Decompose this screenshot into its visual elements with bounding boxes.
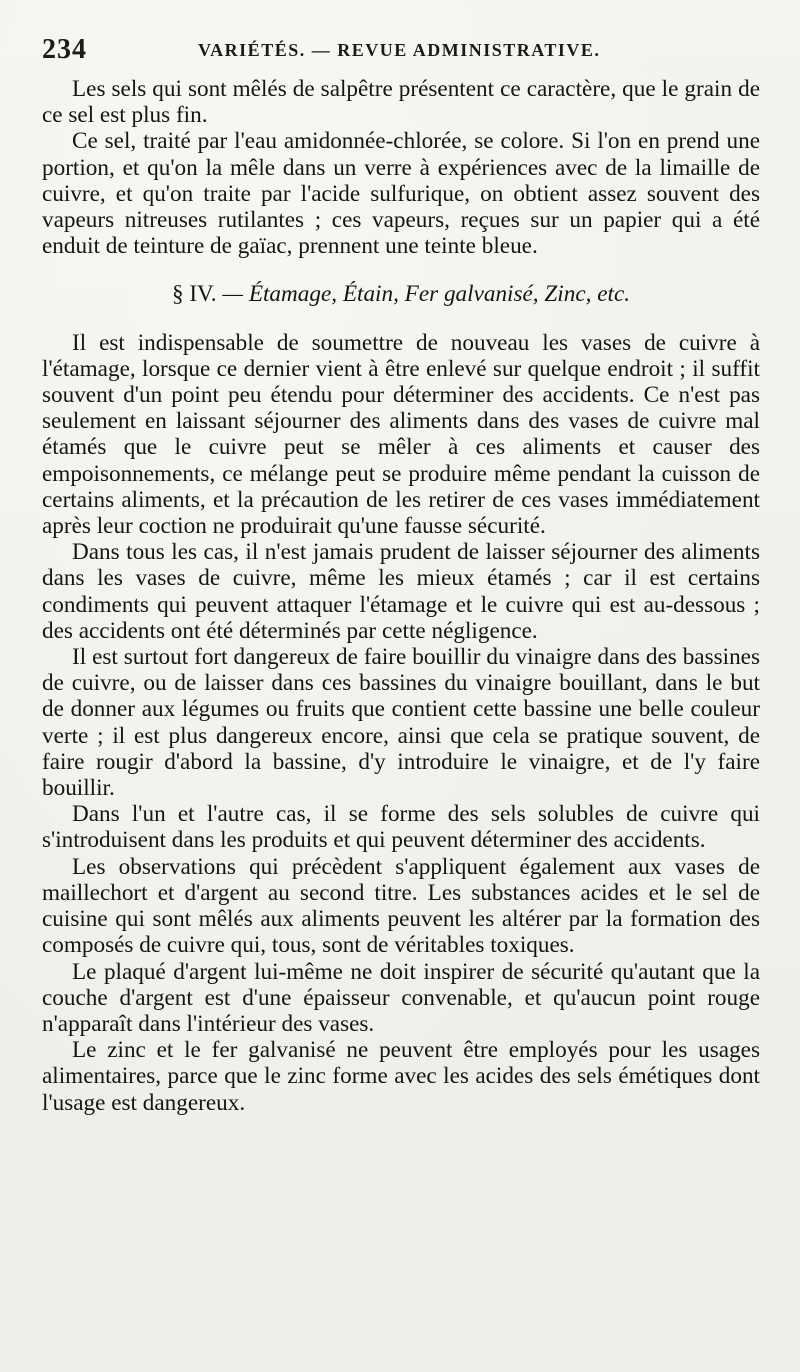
paragraph: Le zinc et le fer galvanisé ne peuvent être employés pour les usages alimentaires, parce que le zinc forme avec les acides des sels émétiques dont l'usage est dangereux.: [42, 1037, 760, 1116]
paragraph: Dans l'un et l'autre cas, il se forme des sels solubles de cuivre qui s'introduisent dans les produits et qui peuvent déterminer des accidents.: [42, 801, 760, 854]
section-number: § IV.: [171, 281, 217, 308]
running-head: VARIÉTÉS. — REVUE ADMINISTRATIVE.: [198, 40, 601, 60]
paragraph: Les observations qui précèdent s'appliquent également aux vases de maillechort et d'argent au second titre. Les substances acides et le sel de cuisine qui sont mêlés aux aliments peuvent les altérer par la formation des composés de cuivre qui, tous, sont de véritables toxiques.: [42, 853, 760, 959]
paragraph: Il est indispensable de soumettre de nouveau les vases de cuivre à l'étamage, lorsque ce dernier vient à être enlevé sur quelque endroit ; il suffit souvent d'un point peu étendu pour déterminer des accidents. Ce n'est pas seulement en laissant séjourner des aliments dans des vases de cuivre mal étamés que le cuivre peut se mêler à ces aliments et causer des empoisonnements, ce mélange peut se produire même pendant la cuisson de certains aliments, et la précaution de les retirer de ces vases immédiatement après leur coction ne produirait qu'une fausse sécurité.: [42, 329, 760, 540]
paragraph: Il est surtout fort dangereux de faire bouillir du vinaigre dans des bassines de cuivre, ou de laisser dans ces bassines du vinaigre bouillant, dans le but de donner aux légumes ou fruits que contient cette bassine une belle couleur verte ; il est plus dangereux encore, ainsi que cela se pratique souvent, de faire rougir d'abord la bassine, d'y introduire le vinaigre, et de l'y faire bouillir.: [42, 644, 760, 802]
body-text: [42, 76, 760, 1116]
paragraph: Le plaqué d'argent lui-même ne doit inspirer de sécurité qu'autant que la couche d'argent est d'une épaisseur convenable, et qu'aucun point rouge n'apparaît dans l'intérieur des vases.: [42, 958, 760, 1037]
paragraph: Dans tous les cas, il n'est jamais prudent de laisser séjourner des aliments dans les vases de cuivre, même les mieux étamés ; car il est certains condiments qui peuvent attaquer l'étamage et le cuivre qui est au-dessous ; des accidents ont été déterminés par cette négligence.: [42, 539, 760, 644]
paragraph: Ce sel, traité par l'eau amidonnée-chlorée, se colore. Si l'on en prend une portion, et qu'on la mêle dans un verre à expériences avec de la limaille de cuivre, et qu'on traite par l'acide sulfurique, on obtient assez souvent des vapeurs nitreuses rutilantes ; ces vapeurs, reçues sur un papier qui a été enduit de teinture de gaïac, prennent une teinte bleue.: [42, 128, 760, 260]
paragraph: Les sels qui sont mêlés de salpêtre présentent ce caractère, que le grain de ce sel est plus fin.: [42, 76, 760, 129]
page-header: [42, 34, 762, 64]
section-title: — Étamage, Étain, Fer galvanisé, Zinc, etc.: [222, 281, 631, 308]
section-heading: [42, 281, 760, 307]
page-number: 234: [42, 34, 87, 65]
